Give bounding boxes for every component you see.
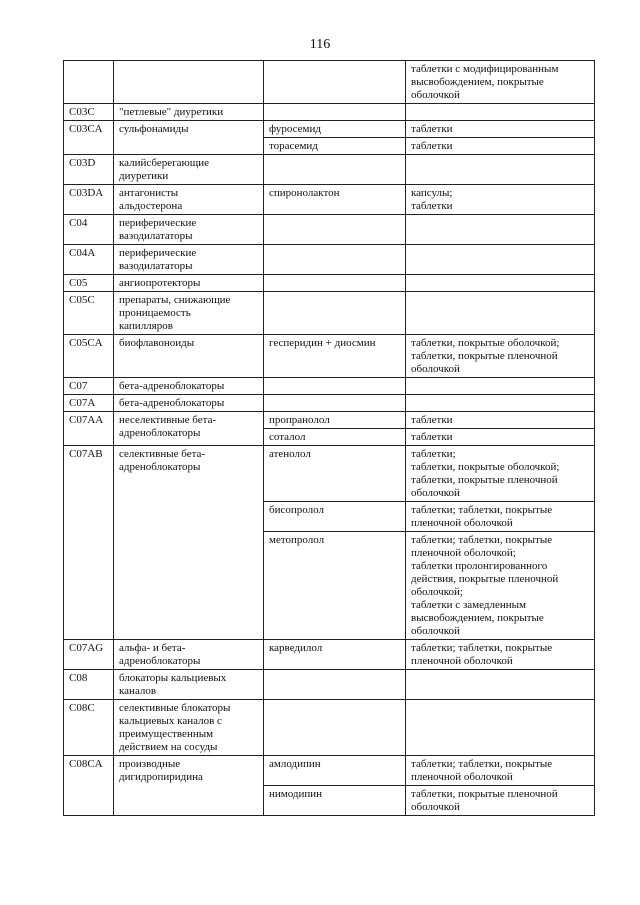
table-row xyxy=(64,670,595,700)
table-row xyxy=(64,275,595,292)
drug-name-cell xyxy=(264,61,406,104)
dosage-form-cell xyxy=(406,670,595,700)
atc-code-cell: C03C xyxy=(64,104,114,121)
table-row xyxy=(64,215,595,245)
drug-name-cell xyxy=(264,670,406,700)
group-name-cell-line: бета-адреноблокаторы xyxy=(119,397,225,409)
dosage-form-cell xyxy=(406,640,595,670)
group-name-cell-line: ангиопротекторы xyxy=(119,277,201,289)
dosage-form-cell-line: оболочкой xyxy=(411,625,460,637)
group-name-cell xyxy=(114,292,264,335)
group-name-cell xyxy=(114,395,264,412)
group-name-cell xyxy=(114,245,264,275)
group-name-cell-line: дигидропиридина xyxy=(119,771,203,783)
drug-name-cell xyxy=(264,429,406,446)
atc-code-cell: C03D xyxy=(64,155,114,185)
group-name-cell-line: селективные бета- xyxy=(119,448,206,460)
group-name-cell-line: неселективные бета- xyxy=(119,414,217,426)
drug-name-cell-line: пропранолол xyxy=(269,414,330,426)
table-row xyxy=(64,640,595,670)
dosage-form-cell-line: таблетки, покрытые оболочкой; xyxy=(411,337,560,349)
dosage-form-cell-line: таблетки; таблетки, покрытые xyxy=(411,504,553,516)
drug-name-cell-line: бисопролол xyxy=(269,504,324,516)
drug-name-cell xyxy=(264,121,406,138)
dosage-form-cell xyxy=(406,446,595,502)
dosage-form-cell xyxy=(406,275,595,292)
dosage-form-cell-line: действия, покрытые пленочной xyxy=(411,573,559,585)
dosage-form-cell-line: таблетки; таблетки, покрытые xyxy=(411,758,553,770)
group-name-cell xyxy=(114,700,264,756)
drug-name-cell xyxy=(264,275,406,292)
dosage-form-cell-line: пленочной оболочкой; xyxy=(411,547,516,559)
dosage-form-cell-line: таблетки, покрытые оболочкой; xyxy=(411,461,560,473)
dosage-form-cell-line: оболочкой xyxy=(411,363,460,375)
group-name-cell-line: каналов xyxy=(119,685,157,697)
drug-name-cell-line: спиронолактон xyxy=(269,187,340,199)
page-number: 116 xyxy=(309,37,331,52)
group-name-cell-line: периферические xyxy=(119,217,197,229)
table-row xyxy=(64,756,595,786)
group-name-cell-line: адреноблокаторы xyxy=(119,427,201,439)
drug-name-cell xyxy=(264,786,406,816)
atc-code-cell: C05CA xyxy=(64,335,114,378)
dosage-form-cell xyxy=(406,138,595,155)
group-name-cell-line: диуретики xyxy=(119,170,169,182)
group-name-cell-line: альдостерона xyxy=(119,200,183,212)
dosage-form-cell xyxy=(406,502,595,532)
drug-name-cell xyxy=(264,215,406,245)
drug-name-cell-line: нимодипин xyxy=(269,788,323,800)
group-name-cell-line: биофлавоноиды xyxy=(119,337,195,349)
group-name-cell xyxy=(114,155,264,185)
table-row xyxy=(64,446,595,502)
group-name-cell-line: периферические xyxy=(119,247,197,259)
drug-name-cell xyxy=(264,412,406,429)
drug-name-cell xyxy=(264,395,406,412)
atc-code-cell: C07AB xyxy=(64,446,114,640)
dosage-form-cell-line: таблетки, покрытые пленочной xyxy=(411,474,558,486)
dosage-form-cell xyxy=(406,245,595,275)
group-name-cell xyxy=(114,121,264,155)
dosage-form-cell-line: таблетки xyxy=(411,414,453,426)
dosage-form-cell xyxy=(406,61,595,104)
drug-name-cell-line: соталол xyxy=(269,431,306,443)
atc-code-cell: C05C xyxy=(64,292,114,335)
table-row xyxy=(64,121,595,138)
dosage-form-cell xyxy=(406,121,595,138)
table-row xyxy=(64,378,595,395)
dosage-form-cell xyxy=(406,378,595,395)
group-name-cell-line: селективные блокаторы xyxy=(119,702,231,714)
group-name-cell-line: "петлевые" диуретики xyxy=(119,106,224,118)
atc-code-cell: C07AA xyxy=(64,412,114,446)
group-name-cell-line: антагонисты xyxy=(119,187,179,199)
dosage-form-cell-line: таблетки xyxy=(411,431,453,443)
dosage-form-cell xyxy=(406,532,595,640)
group-name-cell xyxy=(114,335,264,378)
dosage-form-cell xyxy=(406,700,595,756)
drug-name-cell xyxy=(264,640,406,670)
group-name-cell xyxy=(114,446,264,640)
dosage-form-cell-line: таблетки пролонгированного xyxy=(411,560,548,572)
atc-code-cell: C04 xyxy=(64,215,114,245)
dosage-form-cell-line: таблетки xyxy=(411,200,453,212)
dosage-form-cell-line: таблетки, покрытые пленочной xyxy=(411,350,558,362)
group-name-cell xyxy=(114,185,264,215)
drug-name-cell xyxy=(264,245,406,275)
group-name-cell-line: сульфонамиды xyxy=(119,123,189,135)
drug-name-cell xyxy=(264,502,406,532)
dosage-form-cell-line: высвобождением, покрытые xyxy=(411,612,544,624)
dosage-form-cell xyxy=(406,395,595,412)
atc-code-cell: C03DA xyxy=(64,185,114,215)
drug-name-cell-line: карведилол xyxy=(269,642,323,654)
dosage-form-cell xyxy=(406,786,595,816)
atc-code-cell: C08 xyxy=(64,670,114,700)
table-row xyxy=(64,155,595,185)
drug-name-cell xyxy=(264,292,406,335)
group-name-cell xyxy=(114,670,264,700)
dosage-form-cell xyxy=(406,292,595,335)
group-name-cell xyxy=(114,378,264,395)
drug-name-cell-line: атенолол xyxy=(269,448,311,460)
atc-code-cell: C07AG xyxy=(64,640,114,670)
drug-name-cell xyxy=(264,446,406,502)
drug-name-cell-line: метопролол xyxy=(269,534,325,546)
drug-name-cell-line: гесперидин + диосмин xyxy=(269,337,376,349)
table-row xyxy=(64,61,595,104)
dosage-form-cell-line: таблетки с замедленным xyxy=(411,599,526,611)
table-row xyxy=(64,292,595,335)
dosage-form-cell-line: пленочной оболочкой xyxy=(411,655,513,667)
group-name-cell xyxy=(114,640,264,670)
dosage-form-cell-line: пленочной оболочкой xyxy=(411,517,513,529)
dosage-form-cell-line: таблетки с модифицированным xyxy=(411,63,559,75)
group-name-cell xyxy=(114,104,264,121)
atc-code-cell: C05 xyxy=(64,275,114,292)
dosage-form-cell-line: таблетки; таблетки, покрытые xyxy=(411,534,553,546)
dosage-form-cell xyxy=(406,104,595,121)
table-row xyxy=(64,104,595,121)
group-name-cell-line: производные xyxy=(119,758,181,770)
dosage-form-cell-line: таблетки xyxy=(411,123,453,135)
drug-name-cell-line: торасемид xyxy=(269,140,318,152)
table-row xyxy=(64,700,595,756)
table-row xyxy=(64,412,595,429)
group-name-cell-line: капилляров xyxy=(119,320,173,332)
dosage-form-cell-line: таблетки xyxy=(411,140,453,152)
atc-code-cell xyxy=(64,61,114,104)
drug-name-cell xyxy=(264,138,406,155)
group-name-cell xyxy=(114,275,264,292)
table-row xyxy=(64,395,595,412)
atc-code-cell: C07A xyxy=(64,395,114,412)
group-name-cell xyxy=(114,61,264,104)
group-name-cell-line: проницаемость xyxy=(119,307,191,319)
dosage-form-cell-line: таблетки; таблетки, покрытые xyxy=(411,642,553,654)
group-name-cell-line: адреноблокаторы xyxy=(119,655,201,667)
atc-code-cell: C07 xyxy=(64,378,114,395)
group-name-cell-line: препараты, снижающие xyxy=(119,294,231,306)
drug-name-cell-line: амлодипин xyxy=(269,758,321,770)
drug-name-cell xyxy=(264,155,406,185)
drug-name-cell xyxy=(264,335,406,378)
drug-classification-table xyxy=(63,60,595,816)
dosage-form-cell-line: таблетки; xyxy=(411,448,456,460)
dosage-form-cell xyxy=(406,756,595,786)
group-name-cell xyxy=(114,412,264,446)
group-name-cell-line: преимущественным xyxy=(119,728,214,740)
group-name-cell-line: бета-адреноблокаторы xyxy=(119,380,225,392)
dosage-form-cell-line: пленочной оболочкой xyxy=(411,771,513,783)
dosage-form-cell xyxy=(406,215,595,245)
dosage-form-cell xyxy=(406,412,595,429)
drug-name-cell xyxy=(264,378,406,395)
atc-code-cell: C04A xyxy=(64,245,114,275)
dosage-form-cell-line: оболочкой xyxy=(411,89,460,101)
dosage-form-cell xyxy=(406,429,595,446)
table-row xyxy=(64,335,595,378)
group-name-cell-line: калийсберегающие xyxy=(119,157,210,169)
dosage-form-cell-line: оболочкой xyxy=(411,801,460,813)
dosage-form-cell-line: оболочкой xyxy=(411,487,460,499)
group-name-cell-line: вазодилататоры xyxy=(119,260,193,272)
drug-name-cell xyxy=(264,700,406,756)
dosage-form-cell xyxy=(406,155,595,185)
group-name-cell xyxy=(114,215,264,245)
drug-name-cell xyxy=(264,185,406,215)
table-row xyxy=(64,245,595,275)
dosage-form-cell xyxy=(406,335,595,378)
group-name-cell-line: блокаторы кальциевых xyxy=(119,672,227,684)
group-name-cell xyxy=(114,756,264,816)
group-name-cell-line: альфа- и бета- xyxy=(119,642,186,654)
dosage-form-cell-line: таблетки, покрытые пленочной xyxy=(411,788,558,800)
drug-name-cell xyxy=(264,104,406,121)
dosage-form-cell-line: капсулы; xyxy=(411,187,453,199)
table-row xyxy=(64,185,595,215)
drug-name-cell xyxy=(264,532,406,640)
atc-code-cell: C08C xyxy=(64,700,114,756)
dosage-form-cell xyxy=(406,185,595,215)
atc-code-cell: C08CA xyxy=(64,756,114,816)
drug-name-cell xyxy=(264,756,406,786)
group-name-cell-line: вазодилататоры xyxy=(119,230,193,242)
group-name-cell-line: кальциевых каналов с xyxy=(119,715,222,727)
drug-name-cell-line: фуросемид xyxy=(269,123,321,135)
group-name-cell-line: действием на сосуды xyxy=(119,741,218,753)
atc-code-cell: C03CA xyxy=(64,121,114,155)
dosage-form-cell-line: оболочкой; xyxy=(411,586,463,598)
dosage-form-cell-line: высвобождением, покрытые xyxy=(411,76,544,88)
group-name-cell-line: адреноблокаторы xyxy=(119,461,201,473)
